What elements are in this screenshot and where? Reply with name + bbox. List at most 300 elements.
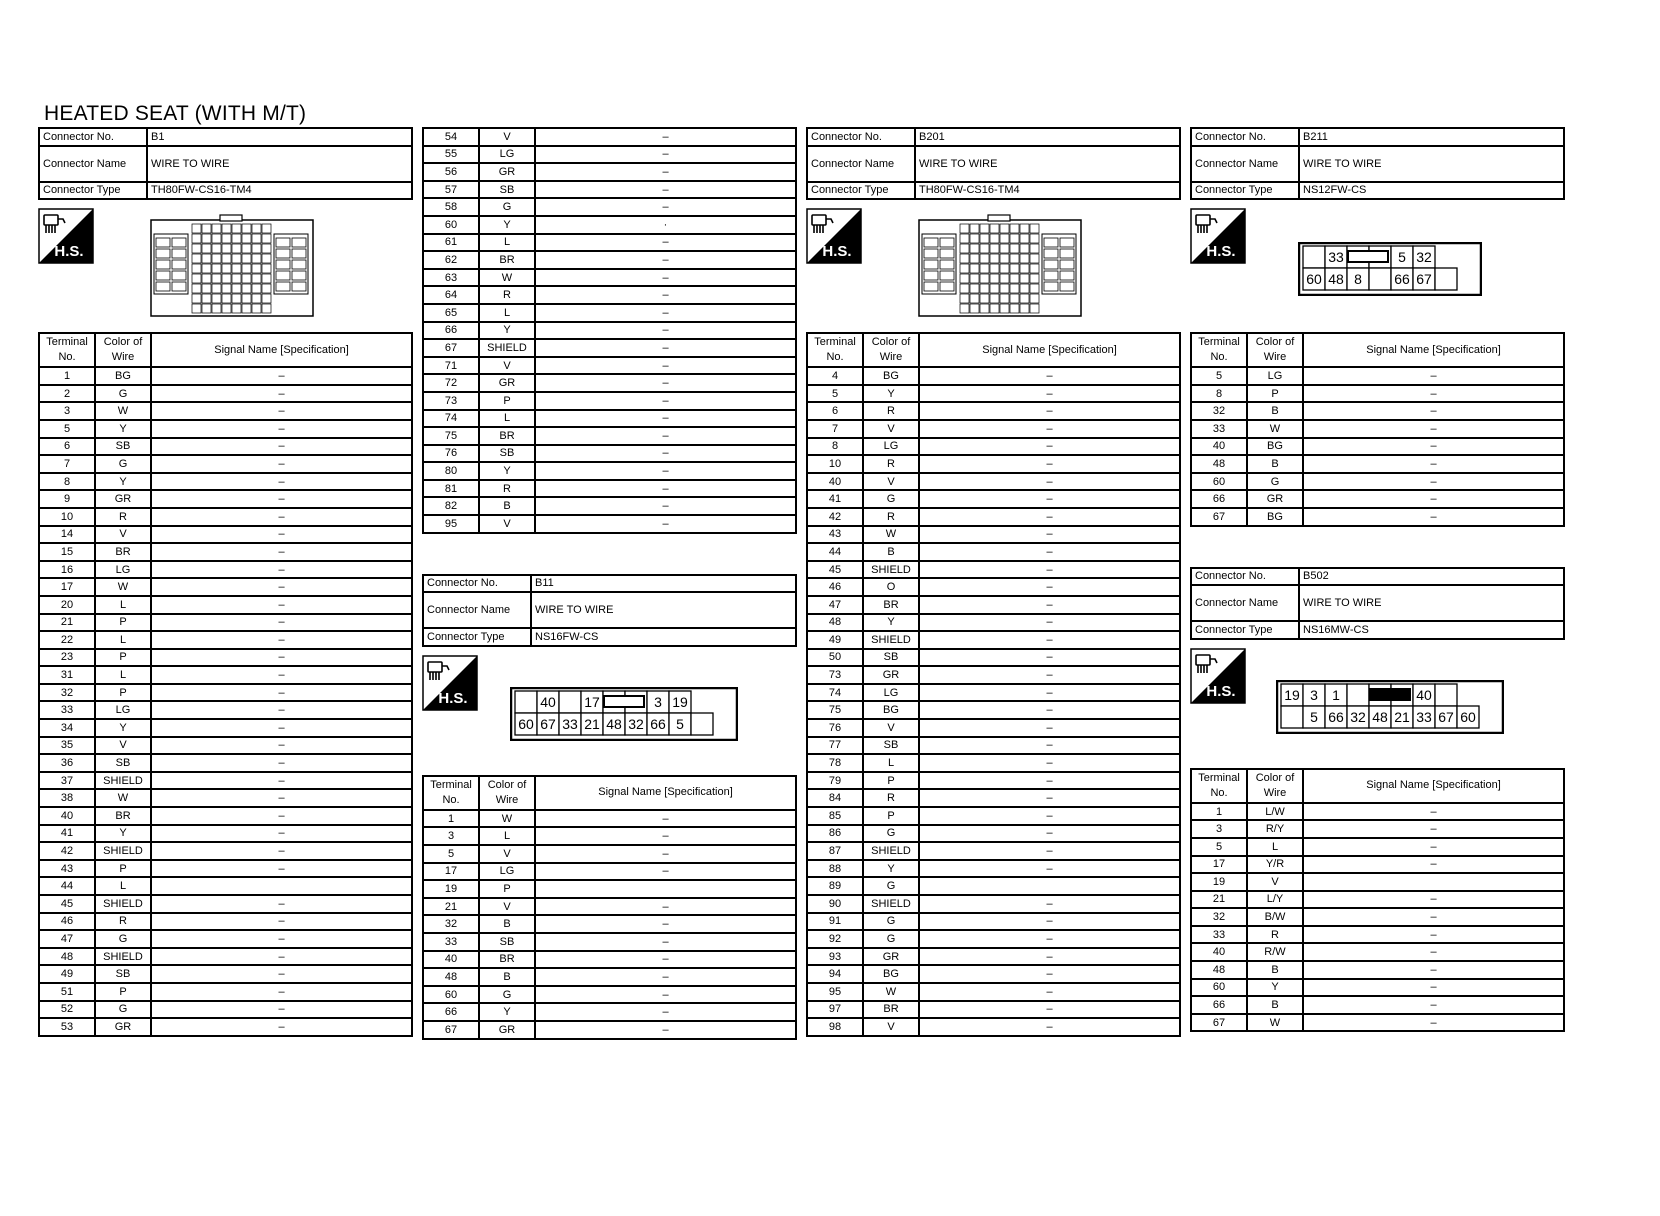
terminal-no: 58	[423, 198, 479, 216]
signal-name: –	[535, 198, 796, 216]
pin-row	[1191, 943, 1564, 961]
pin-row	[423, 933, 796, 951]
terminal-no: 76	[423, 445, 479, 463]
pin-row	[39, 614, 412, 632]
wire-color: GR	[479, 1021, 535, 1039]
signal-name: –	[919, 578, 1180, 596]
signal-name: –	[151, 789, 412, 807]
terminal-no: 47	[807, 596, 863, 614]
pin-row	[423, 480, 796, 498]
terminal-no: 9	[39, 490, 95, 508]
connector-b1-header	[38, 127, 413, 200]
connector-no-value: B211	[1299, 128, 1564, 146]
terminal-no: 21	[1191, 891, 1247, 909]
terminal-no: 8	[807, 438, 863, 456]
wire-color: SB	[95, 965, 151, 983]
terminal-no: 81	[423, 480, 479, 498]
signal-name: –	[151, 561, 412, 579]
wire-color: LG	[95, 701, 151, 719]
hs-badge	[1190, 208, 1246, 264]
signal-name: –	[1303, 367, 1564, 385]
signal-name: –	[151, 473, 412, 491]
terminal-no: 40	[1191, 438, 1247, 456]
connector-b1-continued-pin-table	[422, 127, 797, 534]
wire-color: G	[1247, 473, 1303, 491]
terminal-no: 66	[1191, 490, 1247, 508]
signal-name: –	[1303, 1014, 1564, 1032]
pin-row	[807, 772, 1180, 790]
terminal-no: 80	[423, 462, 479, 480]
signal-name: –	[1303, 926, 1564, 944]
wire-color: L	[95, 666, 151, 684]
wire-color: LG	[479, 146, 535, 164]
terminal-no: 48	[1191, 455, 1247, 473]
pin-row	[39, 895, 412, 913]
pin-row	[807, 737, 1180, 755]
pin-row	[423, 357, 796, 375]
terminal-no: 85	[807, 807, 863, 825]
signal-name: –	[151, 367, 412, 385]
signal-name: –	[535, 339, 796, 357]
pin-row	[807, 631, 1180, 649]
pin-row	[1191, 473, 1564, 491]
wire-color: SHIELD	[95, 842, 151, 860]
terminal-no: 3	[423, 827, 479, 845]
signal-name: –	[151, 614, 412, 632]
connector-name-value: WIRE TO WIRE	[147, 146, 412, 182]
wire-color: P	[479, 880, 535, 898]
connector-b11-figure	[422, 647, 797, 775]
pin-row	[1191, 438, 1564, 456]
pin-row	[423, 880, 796, 898]
col-terminal-no: Terminal No.	[1191, 333, 1247, 367]
signal-name: –	[1303, 438, 1564, 456]
signal-name: –	[151, 965, 412, 983]
wire-color: LG	[863, 438, 919, 456]
terminal-no: 75	[807, 701, 863, 719]
wire-color: R	[95, 508, 151, 526]
signal-name: –	[535, 374, 796, 392]
label-connector-name: Connector Name	[1191, 585, 1299, 621]
wire-color: B	[1247, 455, 1303, 473]
terminal-no: 6	[39, 438, 95, 456]
wire-color: V	[863, 420, 919, 438]
wire-color: L	[95, 631, 151, 649]
signal-name: –	[535, 1021, 796, 1039]
col-signal-name: Signal Name [Specification]	[1303, 769, 1564, 803]
pin-row	[423, 462, 796, 480]
connector-b11-pin-table	[422, 775, 797, 1040]
pin-row	[39, 930, 412, 948]
terminal-no: 53	[39, 1018, 95, 1036]
terminal-no: 97	[807, 1001, 863, 1019]
wire-color: BR	[95, 543, 151, 561]
signal-name: –	[919, 754, 1180, 772]
label-connector-no: Connector No.	[39, 128, 147, 146]
terminal-no: 20	[39, 596, 95, 614]
terminal-no: 66	[423, 1003, 479, 1021]
signal-name: –	[535, 480, 796, 498]
pin-row	[1191, 803, 1564, 821]
signal-name: –	[151, 631, 412, 649]
signal-name: –	[919, 948, 1180, 966]
pin-row	[39, 789, 412, 807]
pin-row	[1191, 1014, 1564, 1032]
signal-name: –	[919, 385, 1180, 403]
svg-text:32: 32	[1416, 249, 1432, 266]
signal-name: –	[919, 895, 1180, 913]
signal-name: –	[1303, 803, 1564, 821]
pin-row	[1191, 856, 1564, 874]
label-connector-type: Connector Type	[1191, 621, 1299, 639]
signal-name: –	[151, 825, 412, 843]
pin-row	[39, 649, 412, 667]
terminal-no: 67	[423, 339, 479, 357]
pin-row	[423, 216, 796, 234]
signal-name: –	[151, 983, 412, 1001]
signal-name: –	[151, 684, 412, 702]
pin-row	[807, 877, 1180, 895]
signal-name: –	[151, 420, 412, 438]
label-connector-no: Connector No.	[1191, 128, 1299, 146]
svg-text:67: 67	[1438, 708, 1454, 725]
label-connector-name: Connector Name	[807, 146, 915, 182]
connector-type-value: NS16MW-CS	[1299, 621, 1564, 639]
pin-row	[423, 951, 796, 969]
wire-color: B	[479, 968, 535, 986]
pin-row	[807, 508, 1180, 526]
pin-row	[807, 913, 1180, 931]
wire-color: L	[95, 877, 151, 895]
signal-name: –	[919, 772, 1180, 790]
pin-row	[39, 438, 412, 456]
wire-color: GR	[863, 666, 919, 684]
hs-badge	[422, 655, 478, 711]
pin-row	[1191, 367, 1564, 385]
terminal-no: 95	[423, 515, 479, 533]
signal-name: –	[919, 649, 1180, 667]
pin-row	[1191, 996, 1564, 1014]
wire-color: P	[863, 772, 919, 790]
signal-name: –	[535, 392, 796, 410]
signal-name: –	[535, 304, 796, 322]
signal-name: –	[1303, 820, 1564, 838]
terminal-no: 40	[1191, 943, 1247, 961]
pin-row	[39, 561, 412, 579]
signal-name: –	[1303, 961, 1564, 979]
signal-name: –	[919, 825, 1180, 843]
wire-color: GR	[1247, 490, 1303, 508]
signal-name: –	[151, 1001, 412, 1019]
wire-color: V	[95, 526, 151, 544]
pin-row	[39, 578, 412, 596]
terminal-no: 65	[423, 304, 479, 322]
terminal-no: 45	[39, 895, 95, 913]
wire-color: SHIELD	[95, 895, 151, 913]
pin-row	[39, 737, 412, 755]
signal-name: –	[535, 445, 796, 463]
wire-color: Y	[863, 385, 919, 403]
wire-color: Y/R	[1247, 856, 1303, 874]
pin-row	[807, 649, 1180, 667]
wire-color: Y	[479, 322, 535, 340]
svg-text:40: 40	[540, 693, 556, 710]
signal-name: –	[535, 146, 796, 164]
pin-row	[807, 684, 1180, 702]
signal-name: –	[535, 410, 796, 428]
svg-text:32: 32	[1350, 708, 1366, 725]
svg-text:19: 19	[1284, 686, 1300, 703]
wire-color: R	[863, 455, 919, 473]
terminal-no: 93	[807, 948, 863, 966]
col-color-of-wire: Color of Wire	[1247, 769, 1303, 803]
col-terminal-no: Terminal No.	[423, 776, 479, 810]
col-signal-name: Signal Name [Specification]	[1303, 333, 1564, 367]
connector-b502-face-diagram	[1276, 680, 1504, 739]
wire-color: SHIELD	[863, 561, 919, 579]
terminal-no: 17	[423, 863, 479, 881]
pin-row	[807, 473, 1180, 491]
signal-name: –	[1303, 490, 1564, 508]
wire-color: BG	[863, 965, 919, 983]
terminal-no: 40	[39, 807, 95, 825]
wire-color: P	[863, 807, 919, 825]
pin-row	[423, 392, 796, 410]
connector-b1-figure	[38, 200, 413, 332]
pin-row	[807, 455, 1180, 473]
pin-row	[807, 701, 1180, 719]
wire-color: BR	[479, 951, 535, 969]
connector-b201-face-diagram	[918, 214, 1082, 318]
terminal-no: 73	[423, 392, 479, 410]
wire-color: BR	[479, 251, 535, 269]
wire-color: SB	[479, 933, 535, 951]
wire-color: Y	[95, 473, 151, 491]
connector-b201-header	[806, 127, 1181, 200]
signal-name: –	[535, 1003, 796, 1021]
terminal-no: 35	[39, 737, 95, 755]
pin-row	[39, 825, 412, 843]
signal-name: –	[535, 163, 796, 181]
svg-text:21: 21	[1394, 708, 1410, 725]
pin-row	[807, 420, 1180, 438]
signal-name: –	[535, 181, 796, 199]
pin-row	[39, 701, 412, 719]
signal-name: –	[151, 701, 412, 719]
signal-name: –	[535, 898, 796, 916]
wire-color: Y	[95, 420, 151, 438]
signal-name: –	[1303, 979, 1564, 997]
pin-row	[39, 596, 412, 614]
wire-color: V	[479, 357, 535, 375]
pin-row	[807, 666, 1180, 684]
terminal-no: 2	[39, 385, 95, 403]
wire-color: V	[863, 473, 919, 491]
wire-color: B	[1247, 402, 1303, 420]
signal-name	[919, 877, 1180, 895]
wire-color: GR	[863, 948, 919, 966]
terminal-no: 3	[39, 402, 95, 420]
svg-text:66: 66	[1394, 271, 1410, 288]
svg-text:33: 33	[562, 715, 578, 732]
signal-name: –	[151, 807, 412, 825]
pin-row	[423, 845, 796, 863]
connector-type-value: TH80FW-CS16-TM4	[147, 182, 412, 200]
connector-b502-header	[1190, 567, 1565, 640]
signal-name: –	[151, 772, 412, 790]
terminal-no: 87	[807, 842, 863, 860]
pin-row	[1191, 838, 1564, 856]
signal-name: –	[151, 526, 412, 544]
terminal-no: 15	[39, 543, 95, 561]
signal-name: –	[1303, 943, 1564, 961]
signal-name: –	[535, 286, 796, 304]
signal-name: –	[151, 596, 412, 614]
pin-row	[39, 684, 412, 702]
wire-color: R/W	[1247, 943, 1303, 961]
wire-color: Y	[1247, 979, 1303, 997]
terminal-no: 34	[39, 719, 95, 737]
wire-color: L	[863, 754, 919, 772]
wire-color: G	[479, 198, 535, 216]
pin-row	[423, 181, 796, 199]
wire-color: LG	[95, 561, 151, 579]
wire-color: R	[95, 913, 151, 931]
terminal-no: 71	[423, 357, 479, 375]
svg-text:66: 66	[1328, 708, 1344, 725]
pin-row	[39, 842, 412, 860]
col-terminal-no: Terminal No.	[39, 333, 95, 367]
terminal-no: 41	[39, 825, 95, 843]
svg-text:67: 67	[1416, 271, 1432, 288]
pin-row	[423, 128, 796, 146]
pin-row	[39, 402, 412, 420]
pin-row	[423, 827, 796, 845]
connector-b211-figure	[1190, 200, 1565, 332]
pin-row	[807, 965, 1180, 983]
terminal-no: 66	[1191, 996, 1247, 1014]
pin-row	[423, 1003, 796, 1021]
pin-row	[1191, 908, 1564, 926]
col-signal-name: Signal Name [Specification]	[151, 333, 412, 367]
terminal-no: 44	[39, 877, 95, 895]
terminal-no: 17	[39, 578, 95, 596]
pin-row	[39, 860, 412, 878]
wire-color: G	[95, 1001, 151, 1019]
signal-name: –	[151, 666, 412, 684]
pin-row	[807, 578, 1180, 596]
svg-text:H.S.: H.S.	[1206, 682, 1236, 700]
terminal-no: 45	[807, 561, 863, 579]
terminal-no: 36	[39, 754, 95, 772]
signal-name: –	[1303, 473, 1564, 491]
signal-name: –	[919, 614, 1180, 632]
wire-color: BR	[95, 807, 151, 825]
pin-row	[423, 898, 796, 916]
terminal-no: 42	[39, 842, 95, 860]
pin-row	[423, 322, 796, 340]
signal-name: –	[919, 737, 1180, 755]
terminal-no: 43	[39, 860, 95, 878]
pin-row	[39, 473, 412, 491]
signal-name: –	[919, 420, 1180, 438]
pin-row	[807, 895, 1180, 913]
signal-name: –	[535, 915, 796, 933]
wire-color: O	[863, 578, 919, 596]
pin-row	[807, 807, 1180, 825]
svg-text:5: 5	[676, 715, 684, 732]
signal-name: –	[1303, 856, 1564, 874]
wire-color: L/W	[1247, 803, 1303, 821]
wire-color: R	[479, 286, 535, 304]
signal-name: –	[535, 462, 796, 480]
wire-color: P	[95, 684, 151, 702]
connector-b1-b11-column	[422, 127, 797, 1040]
pin-row	[807, 1001, 1180, 1019]
terminal-no: 74	[807, 684, 863, 702]
svg-text:3: 3	[1310, 686, 1318, 703]
wire-color: W	[95, 578, 151, 596]
signal-name: –	[151, 649, 412, 667]
connector-b211-header	[1190, 127, 1565, 200]
signal-name: –	[535, 863, 796, 881]
wire-color: LG	[863, 684, 919, 702]
terminal-no: 78	[807, 754, 863, 772]
svg-text:19: 19	[672, 693, 688, 710]
terminal-no: 61	[423, 234, 479, 252]
pin-row	[807, 438, 1180, 456]
svg-text:1: 1	[1332, 686, 1340, 703]
terminal-no: 16	[39, 561, 95, 579]
svg-text:48: 48	[1372, 708, 1388, 725]
terminal-no: 19	[1191, 873, 1247, 891]
wire-color: G	[863, 490, 919, 508]
connector-b1-column	[38, 127, 413, 1037]
signal-name: –	[1303, 420, 1564, 438]
connector-b1-pin-table	[38, 332, 413, 1037]
wire-color: SHIELD	[863, 631, 919, 649]
svg-text:5: 5	[1310, 708, 1318, 725]
connector-name-value: WIRE TO WIRE	[531, 592, 796, 628]
svg-text:17: 17	[584, 693, 600, 710]
svg-text:60: 60	[1460, 708, 1476, 725]
signal-name: –	[535, 427, 796, 445]
wire-color: W	[95, 789, 151, 807]
pin-row	[807, 860, 1180, 878]
wire-color: W	[863, 983, 919, 1001]
label-connector-name: Connector Name	[1191, 146, 1299, 182]
wire-color: G	[95, 385, 151, 403]
wire-color: BG	[863, 701, 919, 719]
terminal-no: 31	[39, 666, 95, 684]
wire-color: SB	[95, 438, 151, 456]
wire-color: Y	[863, 860, 919, 878]
pin-row	[39, 367, 412, 385]
wire-color: G	[863, 913, 919, 931]
wire-color: Y	[479, 216, 535, 234]
signal-name: –	[535, 986, 796, 1004]
terminal-no: 32	[1191, 402, 1247, 420]
wire-color: P	[1247, 385, 1303, 403]
terminal-no: 33	[39, 701, 95, 719]
connector-type-value: TH80FW-CS16-TM4	[915, 182, 1180, 200]
svg-text:3: 3	[654, 693, 662, 710]
terminal-no: 44	[807, 543, 863, 561]
wire-color: BR	[863, 596, 919, 614]
wire-color: W	[95, 402, 151, 420]
terminal-no: 43	[807, 526, 863, 544]
wire-color: Y	[479, 1003, 535, 1021]
